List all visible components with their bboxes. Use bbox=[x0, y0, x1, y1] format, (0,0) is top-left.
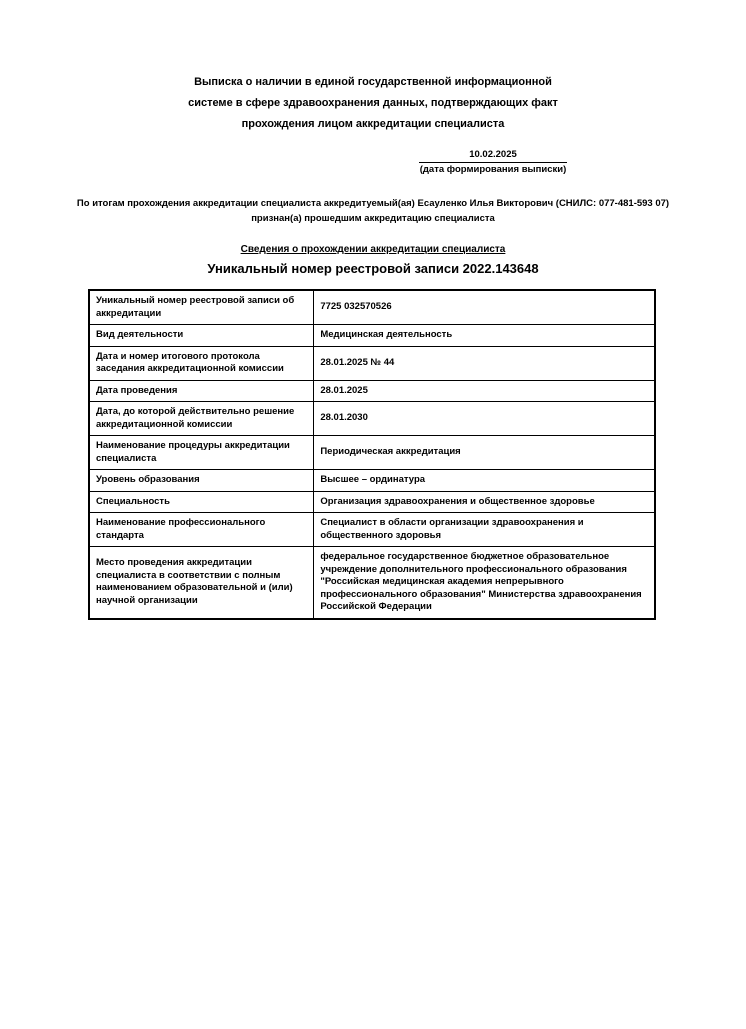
table-row bbox=[89, 402, 655, 436]
table-row bbox=[89, 380, 655, 402]
table-row bbox=[89, 346, 655, 380]
row-value: Медицинская деятельность bbox=[314, 325, 655, 347]
table-row bbox=[89, 547, 655, 619]
row-label: Вид деятельности bbox=[89, 325, 314, 347]
row-value: 7725 032570526 bbox=[314, 290, 655, 325]
accreditation-result-paragraph: По итогам прохождения аккредитации специалиста аккредитуемый(ая) Есауленко Илья Викторович (СНИЛС: 077-481-593 07) признан(а) прошедшим аккредитацию специалиста bbox=[76, 198, 670, 224]
row-label: Дата проведения bbox=[89, 380, 314, 402]
row-value: Организация здравоохранения и общественное здоровье bbox=[314, 491, 655, 513]
row-value: 28.01.2030 bbox=[314, 402, 655, 436]
extract-date-value: 10.02.2025 bbox=[419, 149, 567, 163]
extract-date-caption: (дата формирования выписки) bbox=[419, 164, 567, 175]
row-value: 28.01.2025 № 44 bbox=[314, 346, 655, 380]
row-value: федеральное государственное бюджетное образовательное учреждение дополнительного профессионального образования "Российская медицинская академия непрерывного профессионального образования" Министерства здравоохранения Российской Федерации bbox=[314, 547, 655, 619]
document-title bbox=[0, 72, 746, 135]
row-label: Уникальный номер реестровой записи об аккредитации bbox=[89, 290, 314, 325]
table-row bbox=[89, 290, 655, 325]
row-value: Высшее – ординатура bbox=[314, 470, 655, 492]
document-title-line: прохождения лицом аккредитации специалиста bbox=[241, 118, 505, 130]
table-row bbox=[89, 470, 655, 492]
document-title-line: системе в сфере здравоохранения данных, подтверждающих факт bbox=[188, 97, 558, 109]
row-label: Специальность bbox=[89, 491, 314, 513]
row-label: Уровень образования bbox=[89, 470, 314, 492]
accreditation-details-table bbox=[88, 289, 656, 620]
registry-number-subheading: Уникальный номер реестровой записи 2022.143648 bbox=[207, 261, 539, 276]
row-label: Дата и номер итогового протокола заседания аккредитационной комиссии bbox=[89, 346, 314, 380]
table-row bbox=[89, 436, 655, 470]
row-value: Специалист в области организации здравоохранения и общественного здоровья bbox=[314, 513, 655, 547]
row-value: 28.01.2025 bbox=[314, 380, 655, 402]
row-label: Дата, до которой действительно решение аккредитационной комиссии bbox=[89, 402, 314, 436]
table-row bbox=[89, 491, 655, 513]
row-label: Место проведения аккредитации специалиста в соответствии с полным наименованием образовательной и (или) научной организации bbox=[89, 547, 314, 619]
row-label: Наименование профессионального стандарта bbox=[89, 513, 314, 547]
extract-date-block bbox=[419, 149, 567, 176]
section-heading: Сведения о прохождении аккредитации специалиста bbox=[240, 244, 506, 255]
row-label: Наименование процедуры аккредитации специалиста bbox=[89, 436, 314, 470]
table-row bbox=[89, 513, 655, 547]
document-title-line: Выписка о наличии в единой государственной информационной bbox=[194, 76, 552, 88]
table-row bbox=[89, 325, 655, 347]
row-value: Периодическая аккредитация bbox=[314, 436, 655, 470]
